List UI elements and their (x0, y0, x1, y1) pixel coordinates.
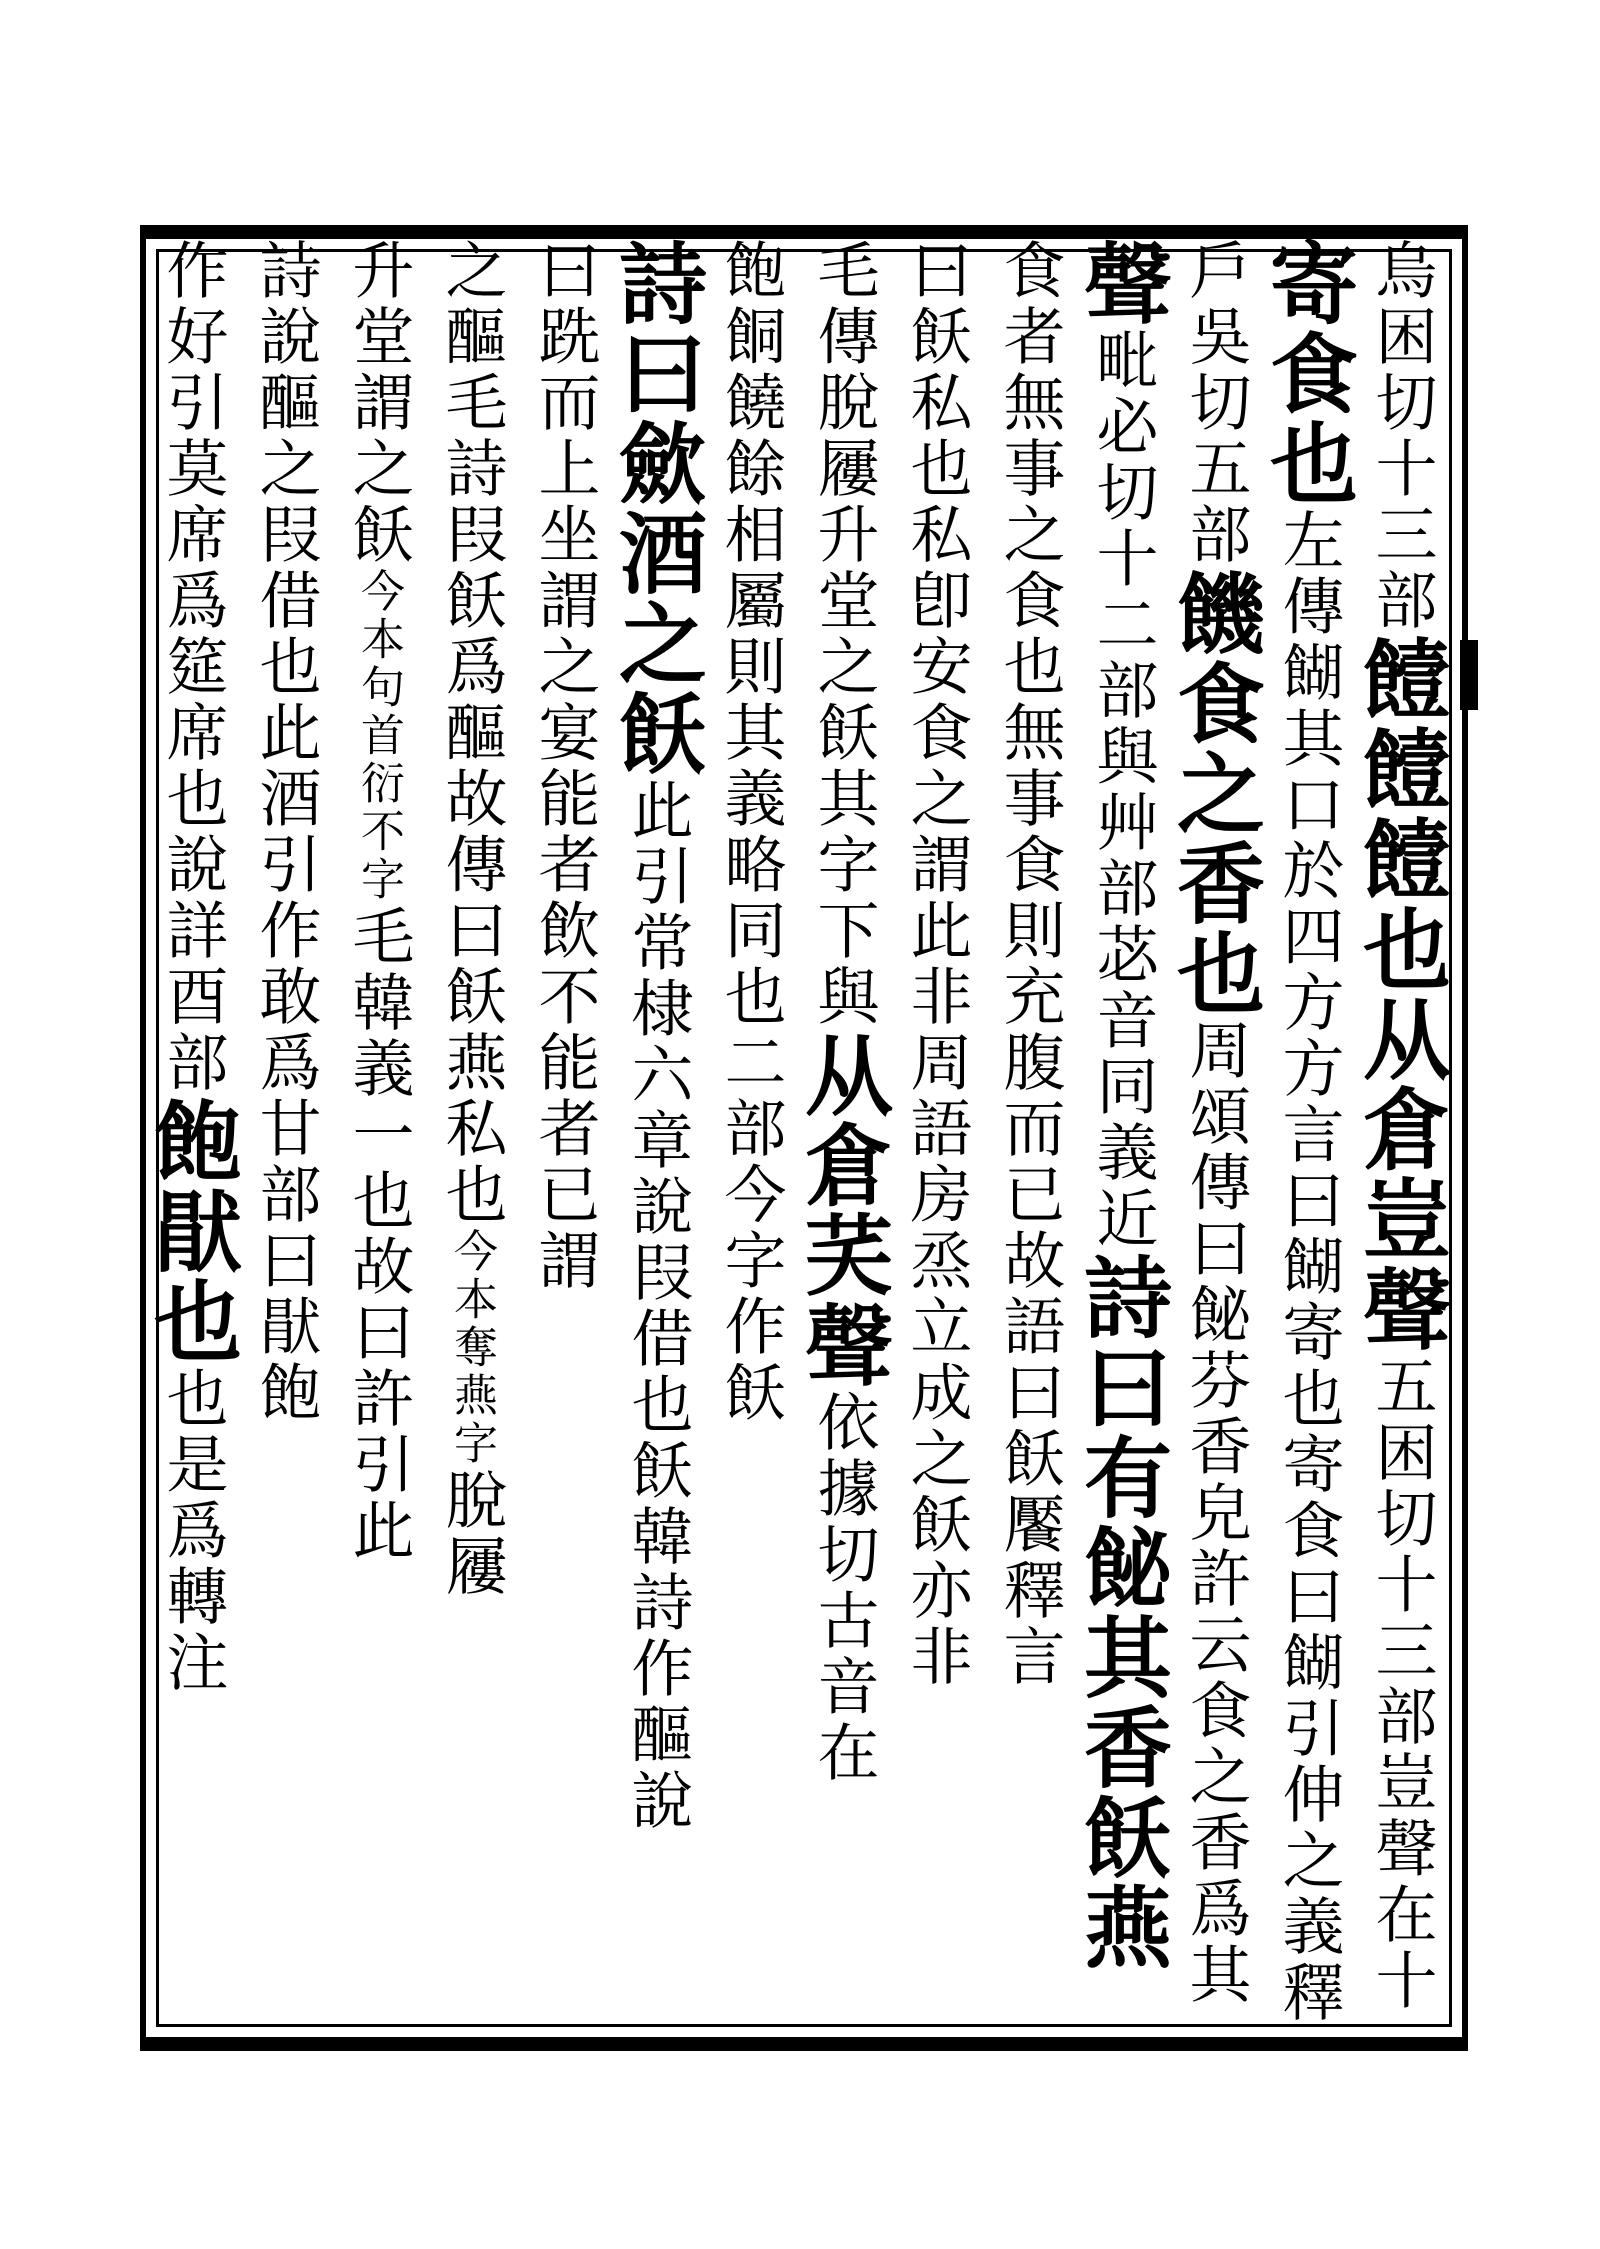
text-column-11 (417, 238, 525, 2038)
column-2-segment-0: 寄食也 (1256, 238, 1360, 508)
column-7-segment-2: 依據切古音在 (807, 1390, 880, 1786)
column-14-segment-1: 飽 (140, 1096, 244, 1186)
column-11-segment-2: 脫屨 (435, 1468, 508, 1600)
column-12-segment-0: 升堂謂之飫 (342, 238, 415, 568)
column-3-segment-1: 饑 (1163, 568, 1267, 658)
text-column-2 (1254, 238, 1362, 2038)
column-4-segment-1: 毗必切十二部與艸部苾音同義近 (1086, 328, 1159, 1252)
column-3-segment-2: 食之香也 (1163, 658, 1267, 1018)
column-14-segment-2: 猒也 (140, 1186, 244, 1366)
text-column-6 (882, 238, 990, 2038)
text-column-7 (789, 238, 897, 2038)
column-10-segment-0: 曰跣而上坐謂之宴能者飲不能者已謂 (528, 238, 601, 1294)
column-14-segment-3: 也是爲轉注 (156, 1366, 229, 1696)
column-4-segment-4: 燕 (1070, 1882, 1174, 1972)
text-column-13 (231, 238, 339, 2038)
column-9-segment-1: 此引常棣六章說叚借也飫韓詩作醧說 (621, 778, 694, 1834)
column-7-segment-0: 毛傳脫屨升堂之飫其字下與 (807, 238, 880, 1030)
column-7-segment-1: 从倉芺聲 (791, 1030, 895, 1390)
fold-marker (1460, 640, 1478, 710)
column-12-segment-1: 今本句首衍不字 (353, 568, 404, 904)
text-column-9 (603, 238, 711, 2038)
column-3-segment-3: 周頌傳曰飶芬香皃許云食之香爲其 (1179, 1018, 1252, 2008)
text-column-3 (1161, 238, 1269, 2038)
column-13-segment-1: 甘部曰猒飽 (249, 1096, 322, 1426)
column-8-segment-1: 二部今字作飫 (714, 1030, 787, 1426)
text-column-4 (1068, 238, 1176, 2038)
column-11-segment-1: 今本奪燕字 (446, 1228, 497, 1468)
text-column-12 (324, 238, 432, 2038)
text-column-10 (510, 238, 618, 2038)
column-11-segment-0: 之醧毛詩叚飫爲醧故傳曰飫燕私也 (435, 238, 508, 1228)
column-8-segment-0: 飽餇饒餘相屬則其義略同也 (714, 238, 787, 1030)
column-9-segment-0: 詩曰歛酒之飫 (605, 238, 709, 778)
column-2-segment-1: 左傳餬其口於四方方言曰餬寄也寄食曰餬引伸之義釋 (1272, 508, 1345, 2026)
column-4-segment-3: 飫 (1070, 1792, 1174, 1882)
column-4-segment-2: 詩曰有飶其香 (1070, 1252, 1174, 1792)
column-6-segment-0: 曰飫私也私卽安食之謂此非周語房烝立成之飫亦非 (900, 238, 973, 1690)
column-1-segment-2: 饐饐也从倉豈聲 (1349, 724, 1453, 1354)
column-1-segment-3: 五困切十三部豈聲在十 (1365, 1354, 1438, 2014)
column-4-segment-0: 聲 (1070, 238, 1174, 328)
text-column-14 (138, 238, 246, 2038)
text-column-8 (696, 238, 804, 2038)
column-5-segment-0: 食者無事之食也無事食則充腹而已故語曰飫饜釋言 (993, 238, 1066, 1690)
column-13-segment-0: 詩說醧之叚借也此酒引作敢爲 (249, 238, 322, 1096)
text-column-5 (975, 238, 1083, 2038)
column-12-segment-2: 毛韓義一也故曰許引此 (342, 904, 415, 1564)
column-3-segment-0: 戶吳切五部 (1179, 238, 1252, 568)
text-column-1 (1347, 238, 1455, 2038)
column-1-segment-0: 烏困切十三部 (1365, 238, 1438, 634)
column-14-segment-0: 作好引莫席爲筵席也說詳酉部 (156, 238, 229, 1096)
column-1-segment-1: 饐 (1349, 634, 1453, 724)
